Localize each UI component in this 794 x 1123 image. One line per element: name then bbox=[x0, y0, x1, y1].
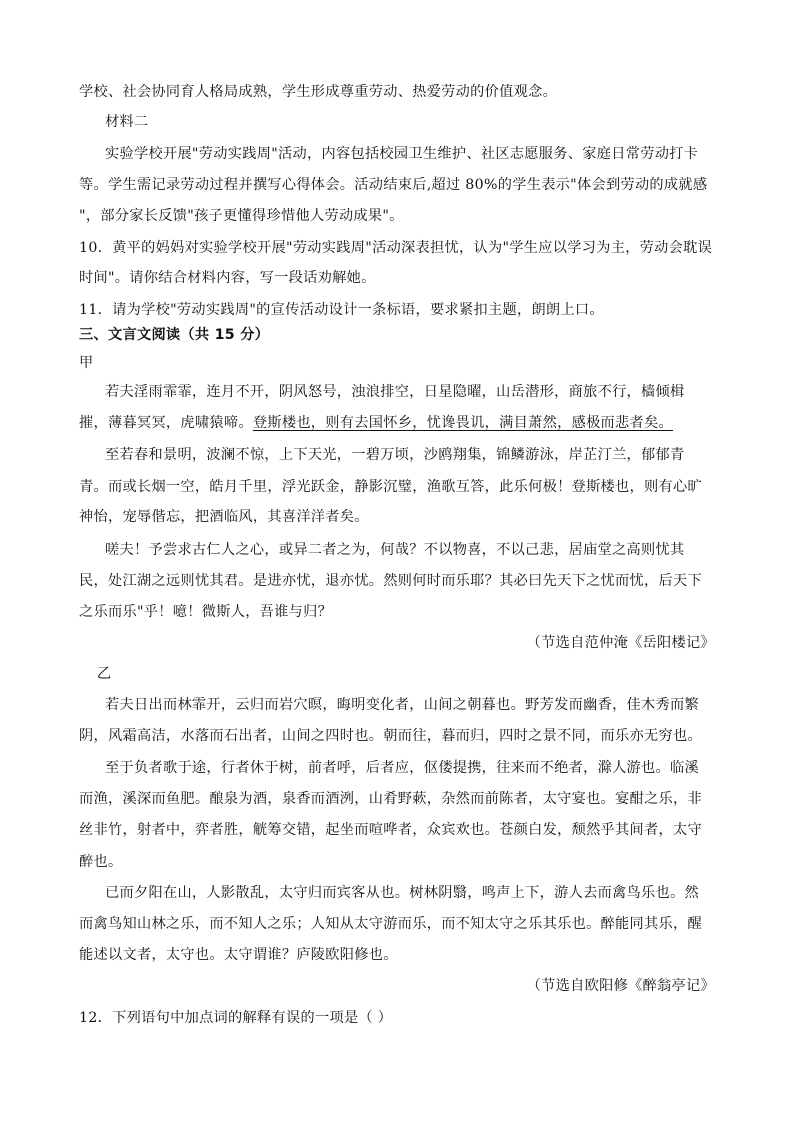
question-10-line: 时间"。请你结合材料内容，写一段话劝解她。 bbox=[79, 270, 376, 286]
jia-source: （节选自范仲淹《岳阳楼记》 bbox=[526, 635, 715, 651]
material-two-label: 材料二 bbox=[105, 114, 149, 130]
material-two-line: 实验学校开展"劳动实践周"活动，内容包括校园卫生维护、社区志愿服务、家庭日常劳动打卡 bbox=[105, 146, 699, 162]
jia-para1-line: 若夫淫雨霏霏，连月不开，阴风怒号，浊浪排空，日星隐曜，山岳潜形，商旅不行，樯倾楫 bbox=[105, 384, 685, 400]
material-two-line: "，部分家长反馈"孩子更懂得珍惜他人劳动成果"。 bbox=[79, 208, 404, 224]
jia-para2-line: 青。而或长烟一空，皓月千里，浮光跃金，静影沉璧，渔歌互答，此乐何极！登斯楼也，则有心旷 bbox=[79, 479, 702, 495]
yi-para2-line: 至于负者歌于途，行者休于树，前者呼，后者应，伛偻提携，往来而不绝者，滁人游也。临溪 bbox=[105, 760, 699, 776]
yi-para1-line: 若夫日出而林霏开，云归而岩穴暝，晦明变化者，山间之朝暮也。野芳发而幽香，佳木秀而繁 bbox=[105, 697, 699, 713]
question-10-line: 10．黄平的妈妈对实验学校开展"劳动实践周"活动深表担忧，认为"学生应以学习为主，劳动会耽误 bbox=[79, 240, 713, 256]
yi-para3-line: 能述以文者，太守也。太守谓谁？庐陵欧阳修也。 bbox=[79, 947, 398, 963]
question-12: 12．下列语句中加点词的解释有误的一项是（ ） bbox=[79, 1010, 393, 1026]
jia-para3-line: 嗟夫！予尝求古仁人之心，或异二者之为，何哉？不以物喜，不以己悲，居庙堂之高则忧其 bbox=[105, 542, 685, 558]
yi-para2-line: 醉也。 bbox=[79, 854, 123, 870]
yi-para3-line: 已而夕阳在山，人影散乱，太守归而宾客从也。树林阴翳，鸣声上下，游人去而禽鸟乐也。然 bbox=[105, 885, 699, 901]
jia-para2-line: 至若春和景明，波澜不惊，上下天光，一碧万顷，沙鸥翔集，锦鳞游泳，岸芷汀兰，郁郁青 bbox=[105, 447, 685, 463]
yi-source: （节选自欧阳修《醉翁亭记》 bbox=[526, 978, 715, 994]
section-three-title: 三、文言文阅读（共 15 分） bbox=[79, 327, 270, 343]
yi-para2-line: 而渔，溪深而鱼肥。酿泉为酒，泉香而酒洌，山肴野蔌，杂然而前陈者，太守宴也。宴酣之乐，非 bbox=[79, 791, 702, 807]
material-one-tail: 学校、社会协同育人格局成熟，学生形成尊重劳动、热爱劳动的价值观念。 bbox=[79, 84, 558, 100]
passage-yi-label: 乙 bbox=[97, 666, 112, 682]
passage-jia-label: 甲 bbox=[79, 355, 94, 371]
jia-para1-plain: 摧，薄暮冥冥，虎啸猿啼。 bbox=[79, 415, 253, 431]
material-two-line: 等。学生需记录劳动过程并撰写心得体会。活动结束后,超过 80%的学生表示"体会到劳动的成就感 bbox=[79, 177, 708, 193]
jia-para3-line: 民，处江湖之远则忧其君。是进亦忧，退亦忧。然则何时而乐耶？其必曰先天下之忧而忧，后天下 bbox=[79, 573, 702, 589]
yi-para3-line: 而禽鸟知山林之乐，而不知人之乐；人知从太守游而乐，而不知太守之乐其乐也。醉能同其乐，醒 bbox=[79, 916, 702, 932]
jia-para1-line bbox=[79, 413, 673, 433]
yi-para1-line: 阴，风霜高洁，水落而石出者，山间之四时也。朝而往，暮而归，四时之景不同，而乐亦无穷也。 bbox=[79, 728, 702, 744]
jia-para3-line: 之乐而乐"乎！噫！微斯人，吾谁与归？ bbox=[79, 604, 333, 620]
question-11: 11．请为学校"劳动实践周"的宣传活动设计一条标语，要求紧扣主题，朗朗上口。 bbox=[79, 302, 604, 318]
jia-para2-line: 神怡，宠辱偕忘，把酒临风，其喜洋洋者矣。 bbox=[79, 509, 369, 525]
jia-underlined-sentence: 登斯楼也，则有去国怀乡，忧谗畏讥，满目萧然，感极而悲者矣。 bbox=[252, 415, 673, 431]
yi-para2-line: 丝非竹，射者中，弈者胜，觥筹交错，起坐而喧哗者，众宾欢也。苍颜白发，颓然乎其间者，太守 bbox=[79, 822, 702, 838]
